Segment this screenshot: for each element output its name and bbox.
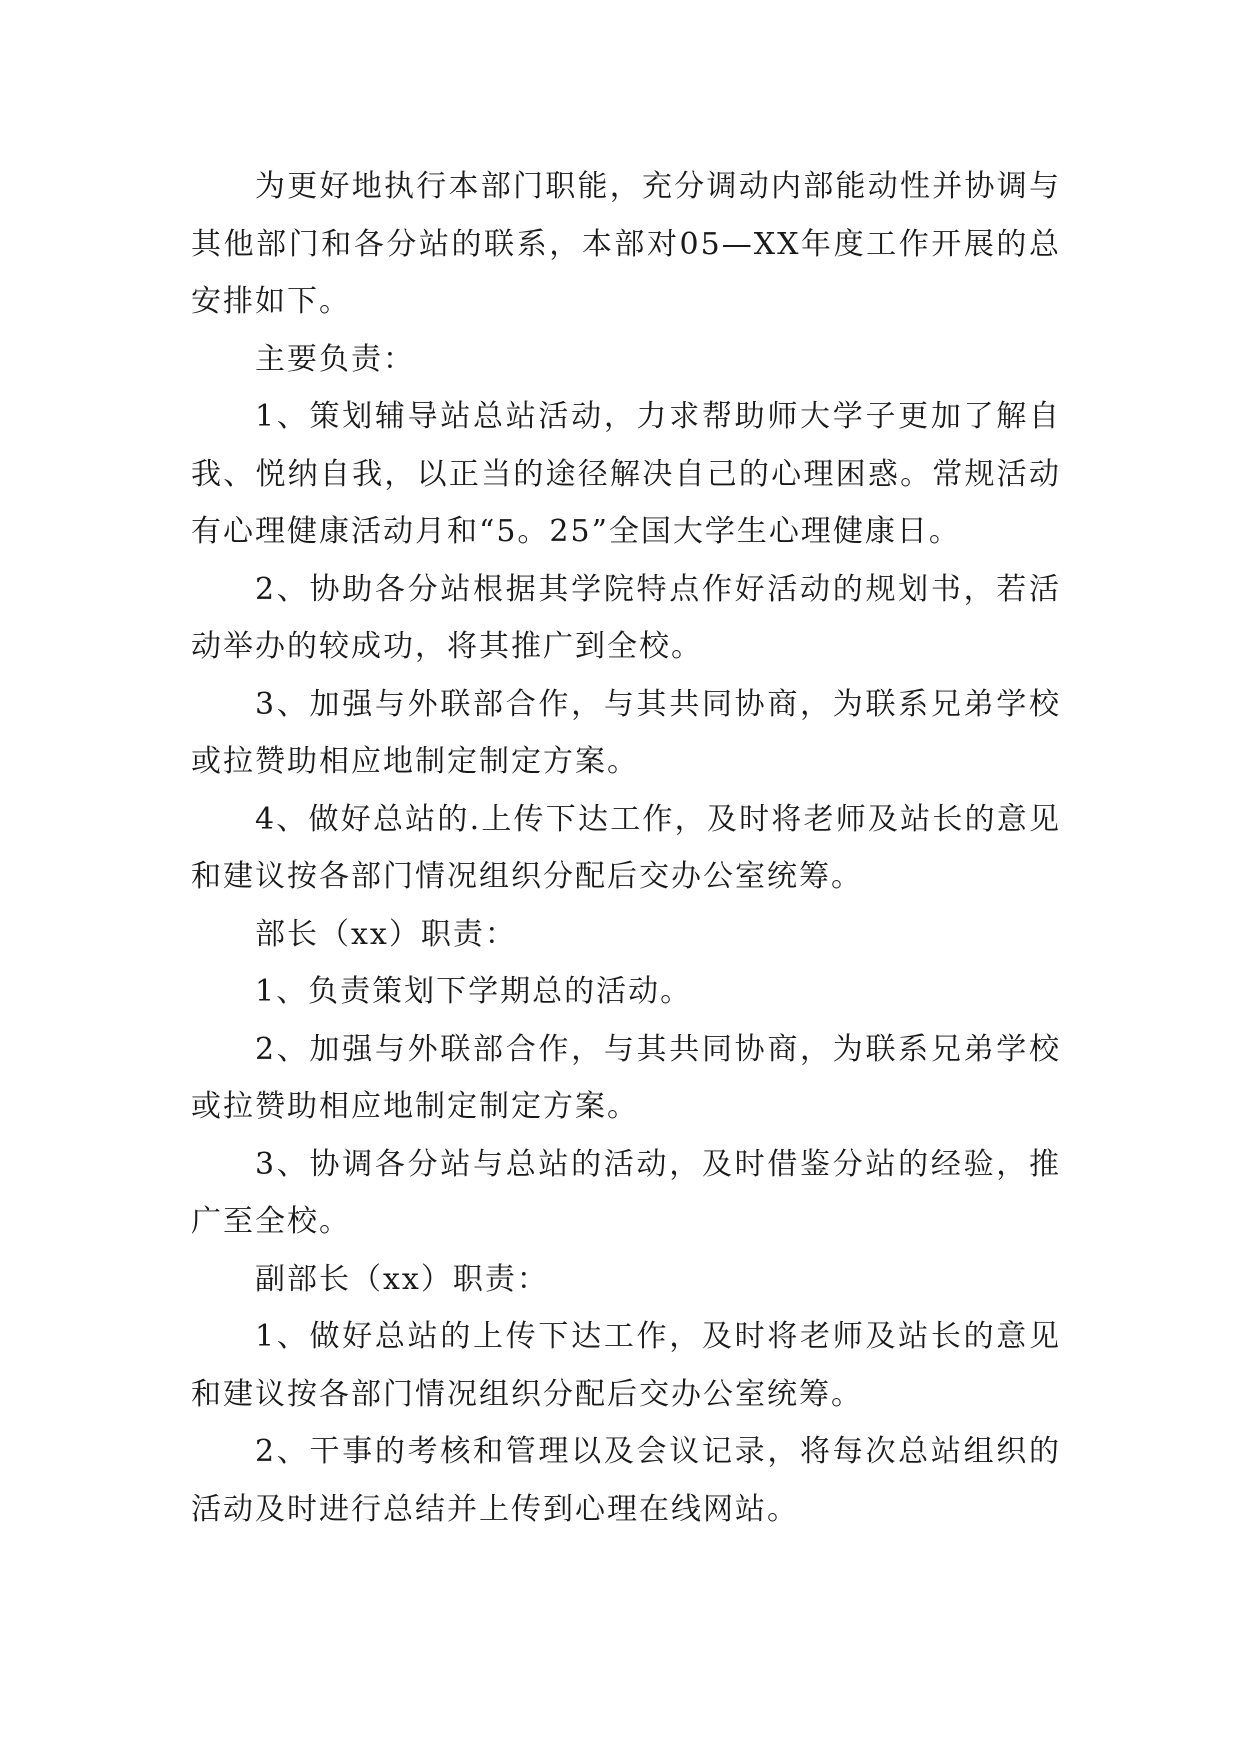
section-heading-vice-minister: 副部长（xx）职责：	[255, 1261, 549, 1297]
duty-item: 3、协调各分站与总站的活动，及时借鉴分站的经验，推广至全校。	[191, 1146, 1061, 1239]
section-heading-main-duties: 主要负责：	[255, 341, 415, 377]
document-body	[191, 158, 1061, 1538]
duty-item: 1、负责策划下学期总的活动。	[255, 974, 693, 1009]
duty-item: 1、做好总站的上传下达工作，及时将老师及站长的意见和建议按各部门情况组织分配后交办公室统筹。	[191, 1319, 1061, 1412]
duty-item: 3、加强与外联部合作，与其共同协商，为联系兄弟学校或拉赞助相应地制定制定方案。	[191, 686, 1061, 779]
duty-item: 1、策划辅导站总站活动，力求帮助师大学子更加了解自我、悦纳自我，以正当的途径解决自己的心理困惑。常规活动有心理健康活动月和“5。25”全国大学生心理健康日。	[191, 399, 1061, 549]
duty-item: 2、干事的考核和管理以及会议记录，将每次总站组织的活动及时进行总结并上传到心理在线网站。	[191, 1434, 1061, 1527]
duty-item: 2、加强与外联部合作，与其共同协商，为联系兄弟学校或拉赞助相应地制定制定方案。	[191, 1031, 1061, 1124]
duty-item: 2、协助各分站根据其学院特点作好活动的规划书，若活动举办的较成功，将其推广到全校。	[191, 571, 1061, 664]
section-heading-minister: 部长（xx）职责：	[255, 916, 517, 952]
duty-item: 4、做好总站的.上传下达工作，及时将老师及站长的意见和建议按各部门情况组织分配后交办公室统筹。	[191, 801, 1061, 894]
intro-paragraph: 为更好地执行本部门职能，充分调动内部能动性并协调与其他部门和各分站的联系，本部对05—XX年度工作开展的总安排如下。	[191, 169, 1061, 319]
